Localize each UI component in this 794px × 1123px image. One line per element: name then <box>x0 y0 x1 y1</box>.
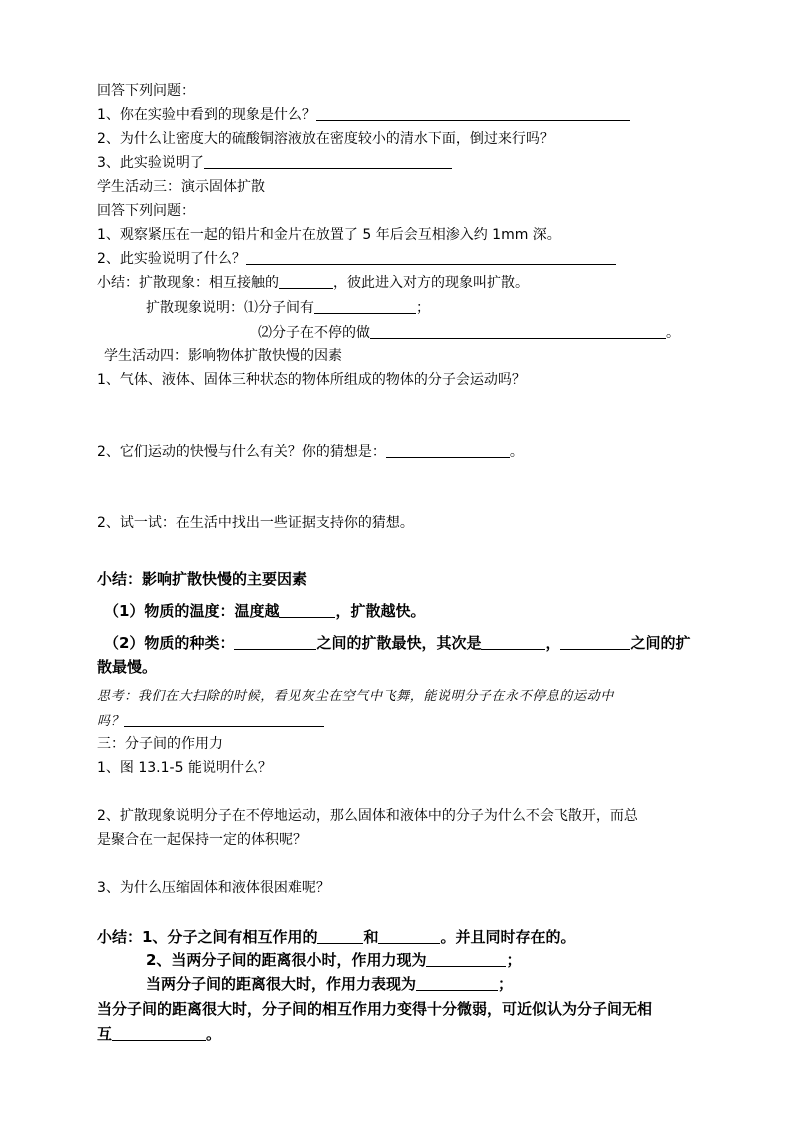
answer-blank[interactable] <box>426 952 506 967</box>
section-3-question-2-cont: 是聚合在一起保持一定的体积呢？ <box>97 832 307 848</box>
answer-blank[interactable] <box>279 274 333 289</box>
question-2: 2、为什么让密度大的硫酸铜溶液放在密度较小的清水下面，倒过来行吗？ <box>97 131 554 147</box>
answer-blank[interactable] <box>124 712 324 727</box>
answer-blank[interactable] <box>112 1026 206 1041</box>
think-question: 思考：我们在大扫除的时候，看见灰尘在空气中飞舞，能说明分子在永不停息的运动中 <box>97 689 614 704</box>
summary-force-1: 小结：1、分子之间有相互作用的 和 。并且同时存在的。 <box>97 928 576 946</box>
answer-blank[interactable] <box>204 154 452 169</box>
activity-4-question-3: 2、试一试：在生活中找出一些证据支持你的猜想。 <box>97 515 414 531</box>
activity-3-question-1: 1、观察紧压在一起的铅片和金片在放置了 5 年后会互相渗入约 1mm 深。 <box>97 227 561 243</box>
answer-blank[interactable] <box>481 635 545 650</box>
answer-blank[interactable] <box>560 635 630 650</box>
activity-3-question-2: 2、此实验说明了什么？ <box>97 250 616 268</box>
answer-blank[interactable] <box>370 324 666 339</box>
questions-heading: 回答下列问题： <box>97 203 195 219</box>
summary-explanation-2: ⑵分子在不停的做 。 <box>258 325 680 341</box>
answer-blank[interactable] <box>378 929 440 944</box>
summary-factor-kind-cont: 散最慢。 <box>97 658 158 676</box>
answer-blank[interactable] <box>317 929 363 944</box>
activity-4-question-1: 1、气体、液体、固体三种状态的物体所组成的物体的分子会运动吗？ <box>97 372 526 388</box>
section-3-title: 三：分子间的作用力 <box>97 736 223 752</box>
question-1: 1、你在实验中看到的现象是什么？ <box>97 106 630 124</box>
summary-force-2: 2、当两分子间的距离很小时，作用力现为 ； <box>146 951 522 969</box>
answer-blank[interactable] <box>416 976 498 991</box>
think-question-cont: 吗？ <box>97 712 324 731</box>
summary-force-3: 当两分子间的距离很大时，作用力表现为 ； <box>146 975 514 993</box>
summary-explanation-1: 扩散现象说明：⑴分子间有 ； <box>146 300 430 316</box>
section-3-question-1: 1、图 13.1-5 能说明什么？ <box>97 760 272 776</box>
answer-blank[interactable] <box>314 299 416 314</box>
answer-blank[interactable] <box>246 250 616 265</box>
answer-blank[interactable] <box>316 106 630 121</box>
summary-diffusion: 小结：扩散现象：相互接触的 ，彼此进入对方的现象叫扩散。 <box>97 275 529 291</box>
summary-force-4-cont: 互 。 <box>97 1025 222 1043</box>
activity-3-title: 学生活动三：演示固体扩散 <box>97 179 265 195</box>
summary-force-4: 当分子间的距离很大时，分子间的相互作用力变得十分微弱，可近似认为分子间无相 <box>97 1000 653 1018</box>
question-3: 3、此实验说明了 <box>97 154 452 172</box>
activity-4-question-2: 2、它们运动的快慢与什么有关？你的猜想是： 。 <box>97 444 524 460</box>
section-3-question-2: 2、扩散现象说明分子在不停地运动，那么固体和液体中的分子为什么不会飞散开，而总 <box>97 808 638 824</box>
answer-blank[interactable] <box>234 635 316 650</box>
questions-heading: 回答下列问题： <box>97 83 195 99</box>
summary-factor-kind: （2）物质的种类： 之间的扩散最快，其次是 ， 之间的扩 <box>104 634 691 652</box>
section-3-question-3: 3、为什么压缩固体和液体很困难呢？ <box>97 880 330 896</box>
activity-4-title: 学生活动四：影响物体扩散快慢的因素 <box>104 348 342 364</box>
answer-blank[interactable] <box>386 443 510 458</box>
summary-factor-temperature: （1）物质的温度：温度越 ，扩散越快。 <box>104 602 426 620</box>
summary-factors-title: 小结：影响扩散快慢的主要因素 <box>97 570 308 588</box>
answer-blank[interactable] <box>279 603 335 618</box>
